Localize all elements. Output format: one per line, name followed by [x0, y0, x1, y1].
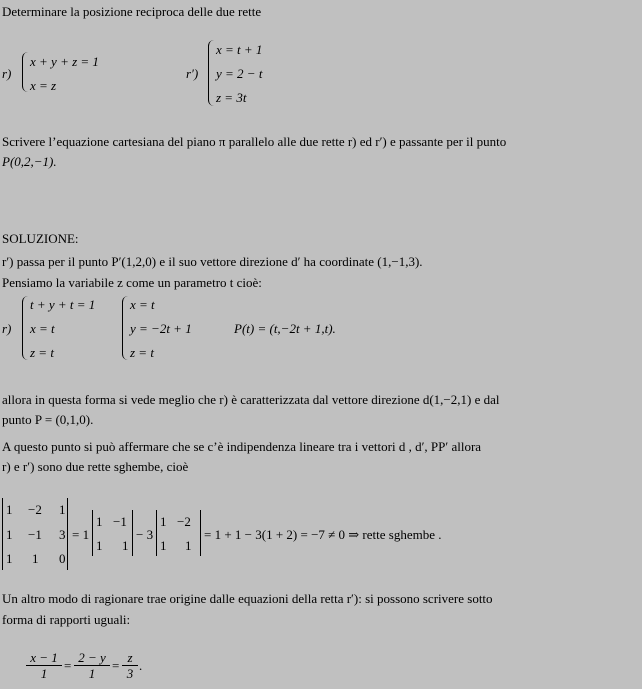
det2b-cell-1-1: 1: [185, 538, 192, 553]
ratio-num-1: x − 1: [30, 650, 58, 665]
sys1-eq3: z = t: [30, 345, 54, 360]
ratio-eq-2: =: [112, 658, 120, 673]
det2a-cell-1-0: 1: [96, 538, 103, 553]
ratio-end: .: [139, 658, 143, 673]
solution-line-3: allora in questa forma si vede meglio che r) è caratterizzata dal vettore direzione d(1,−2,1) e dal: [2, 392, 500, 407]
ratio-fraction-1: [26, 650, 62, 681]
det2b-cell-1-0: 1: [160, 538, 167, 553]
det2a-cell-0-1: −1: [113, 514, 127, 529]
solution-heading: SOLUZIONE:: [2, 231, 79, 246]
ratio-fraction-3: [122, 650, 138, 681]
det2a-cell-0-0: 1: [96, 514, 103, 529]
solution-line-4: punto P = (0,1,0).: [2, 412, 94, 427]
det-result: = 1 + 1 − 3(1 + 2) = −7 ≠ 0 ⇒ rette sghembe .: [204, 527, 442, 542]
solution-line-5: A questo punto si può affermare che se c’è indipendenza lineare tra i vettori d , d′, PP′ allora: [2, 439, 482, 454]
line-r-prime-eq1: x = t + 1: [216, 42, 263, 57]
sys1-eq2: x = t: [30, 321, 55, 336]
problem-intro: Determinare la posizione reciproca delle due rette: [2, 4, 262, 19]
sys2-eq1: x = t: [130, 297, 155, 312]
solution-line-8: forma di rapporti uguali:: [2, 612, 131, 627]
line-r-eq2: x = z: [30, 78, 57, 93]
det3-left-bar: [2, 498, 3, 570]
det2a-left-bar: [92, 510, 93, 556]
line-r-brace: [22, 52, 29, 92]
line-r-prime-eq2: y = 2 − t: [216, 66, 263, 81]
sys1-eq1: t + y + t = 1: [30, 297, 96, 312]
solution-line-2: Pensiamo la variabile z come un parametro t cioè:: [2, 275, 262, 290]
line-r-label: r): [2, 66, 12, 81]
ratio-den-3: 3: [122, 665, 138, 681]
det3-cell-2-0: 1: [6, 551, 13, 566]
det3-cell-0-2: 1: [59, 502, 66, 517]
line-r-prime-eq3: z = 3t: [216, 90, 247, 105]
ratio-eq-1: =: [64, 658, 72, 673]
det3-cell-1-0: 1: [6, 527, 13, 542]
solution-line-7: Un altro modo di ragionare trae origine dalle equazioni della retta r′): si possono scrivere sotto: [2, 591, 493, 606]
sys1-label: r): [2, 321, 12, 336]
ratio-num-2: 2 − y: [78, 650, 106, 665]
task-line-2: P(0,2,−1).: [2, 154, 57, 169]
det3-cell-0-1: −2: [28, 502, 42, 517]
ratio-den-1: 1: [26, 665, 62, 681]
det3-cell-2-1: 1: [32, 551, 39, 566]
det3-cell-0-0: 1: [6, 502, 13, 517]
sys2-eq2: y = −2t + 1: [130, 321, 192, 336]
sys2-brace: [122, 296, 129, 360]
det2b-right-bar: [200, 510, 201, 556]
det2b-cell-0-1: −2: [177, 514, 191, 529]
sys2-eq3: z = t: [130, 345, 154, 360]
ratio-fraction-2: [74, 650, 110, 681]
ratio-num-3: z: [127, 650, 133, 665]
line-r-eq1: x + y + z = 1: [30, 54, 99, 69]
param-equation: P(t) = (t,−2t + 1,t).: [234, 321, 336, 336]
det3-cell-2-2: 0: [59, 551, 66, 566]
det2a-right-bar: [132, 510, 133, 556]
line-r-prime-brace: [208, 40, 215, 106]
det-equals: = 1: [72, 527, 90, 542]
task-line-1: Scrivere l’equazione cartesiana del piano π parallelo alle due rette r) ed r′) e passante per il punto: [2, 134, 507, 149]
solution-line-6: r) e r′) sono due rette sghembe, cioè: [2, 459, 189, 474]
det-minus: − 3: [136, 527, 154, 542]
det2b-left-bar: [156, 510, 157, 556]
det3-cell-1-2: 3: [59, 527, 66, 542]
line-r-prime-label: r′): [186, 66, 199, 81]
det2a-cell-1-1: 1: [122, 538, 129, 553]
sys1-brace: [22, 296, 29, 360]
det3-right-bar: [67, 498, 68, 570]
det3-cell-1-1: −1: [28, 527, 42, 542]
solution-line-1: r′) passa per il punto P′(1,2,0) e il suo vettore direzione d′ ha coordinate (1,−1,3).: [2, 254, 423, 269]
ratio-den-2: 1: [74, 665, 110, 681]
det2b-cell-0-0: 1: [160, 514, 167, 529]
